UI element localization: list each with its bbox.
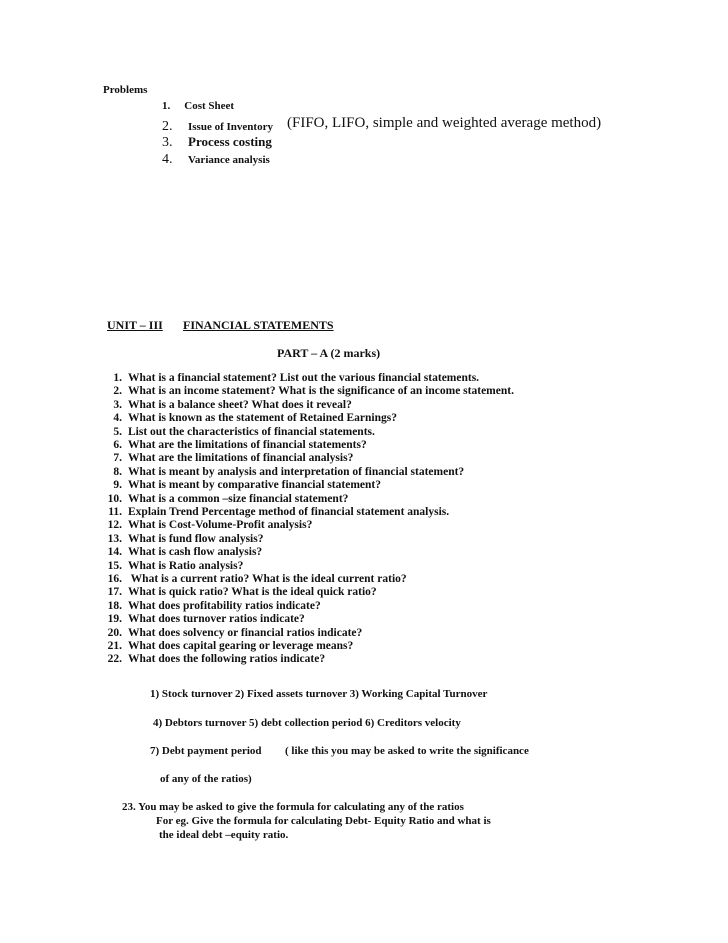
list-item: 18. What does profitability ratios indicate? — [107, 599, 321, 612]
list-item: 21. What does capital gearing or leverage means? — [107, 640, 354, 652]
question-23-line-2: For eg. Give the formula for calculating Debt- Equity Ratio and what is — [156, 815, 491, 827]
list-item: 20. What does solvency or financial ratios indicate? — [107, 626, 363, 639]
list-item: 19. What does turnover ratios indicate? — [107, 613, 305, 626]
problem-number: 1. — [162, 100, 171, 112]
inventory-methods-note: (FIFO, LIFO, simple and weighted average method) — [287, 115, 602, 131]
unit-subtitle: FINANCIAL STATEMENTS — [183, 318, 334, 332]
list-item: 5. List out the characteristics of financial statements. — [113, 425, 375, 438]
question-23-line-3: the ideal debt –equity ratio. — [159, 829, 289, 841]
ratio-line-3b: ( like this you may be asked to write the significance — [285, 745, 529, 757]
problem-item-1 — [162, 100, 234, 112]
list-item: 10. What is a common –size financial statement? — [107, 492, 349, 505]
problem-number: 4. — [162, 152, 173, 167]
list-item: 8. What is meant by analysis and interpretation of financial statement? — [113, 465, 465, 478]
ratio-line-2: 4) Debtors turnover 5) debt collection period 6) Creditors velocity — [153, 717, 461, 729]
problems-heading: Problems — [103, 84, 148, 96]
part-heading: PART – A (2 marks) — [277, 346, 381, 360]
list-item: 13. What is fund flow analysis? — [107, 532, 264, 545]
list-item: 14. What is cash flow analysis? — [107, 546, 263, 559]
problem-number: 3. — [162, 135, 173, 150]
problem-item-3 — [162, 133, 272, 151]
list-item: 16. What is a current ratio? What is the ideal current ratio? — [107, 573, 407, 585]
list-item: 22. What does the following ratios indicate? — [107, 653, 326, 666]
ratio-line-3a: 7) Debt payment period — [150, 745, 262, 757]
ratio-line-1: 1) Stock turnover 2) Fixed assets turnover 3) Working Capital Turnover — [150, 688, 488, 700]
list-item: 2. What is an income statement? What is the significance of an income statement. — [113, 385, 514, 398]
problem-number: 2. — [162, 119, 173, 134]
question-23-line-1: 23. You may be asked to give the formula for calculating any of the ratios — [122, 801, 464, 813]
list-item: 4. What is known as the statement of Retained Earnings? — [113, 412, 397, 425]
list-item: 3. What is a balance sheet? What does it reveal? — [113, 398, 352, 411]
ratio-line-4: of any of the ratios) — [160, 773, 252, 785]
question-list — [100, 372, 620, 672]
list-item: 9. What is meant by comparative financial statement? — [113, 479, 381, 492]
problem-item-4 — [162, 150, 270, 168]
problem-label: Issue of Inventory — [188, 121, 273, 133]
list-item: 11. Explain Trend Percentage method of financial statement analysis. — [108, 506, 450, 518]
list-item: 15. What is Ratio analysis? — [107, 559, 244, 572]
list-item: 17. What is quick ratio? What is the ideal quick ratio? — [107, 586, 377, 599]
list-item: 1. What is a financial statement? List out the various financial statements. — [113, 372, 480, 384]
unit-title: UNIT – III — [107, 318, 163, 332]
problem-label: Cost Sheet — [184, 100, 235, 112]
list-item: 12. What is Cost-Volume-Profit analysis? — [107, 519, 313, 532]
problem-label: Variance analysis — [188, 154, 270, 166]
list-item: 7. What are the limitations of financial analysis? — [113, 452, 354, 465]
list-item: 6. What are the limitations of financial statements? — [113, 439, 367, 451]
problem-label: Process costing — [188, 134, 272, 149]
